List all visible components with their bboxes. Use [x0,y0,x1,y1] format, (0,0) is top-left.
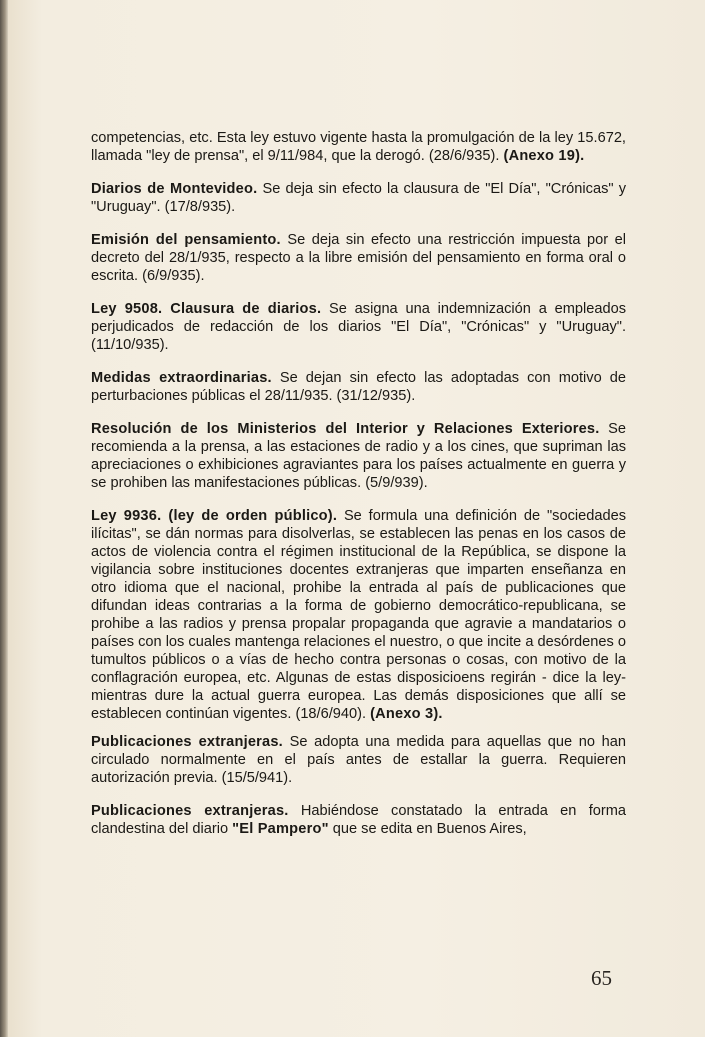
paragraph-resolucion-ministerios [91,420,626,492]
paragraph-text: Se deja sin efecto una restricción impuesta por el decreto del 28/1/935, respecto a la libre emisión del pensamiento en forma oral o escrita. (6/9/935). [91,232,626,284]
paragraph-heading: Emisión del pensamiento. [91,232,281,248]
annex-reference: (Anexo 19). [503,148,585,164]
paragraph-heading: Publicaciones extranjeras. [91,734,283,750]
paragraph-heading: Diarios de Montevideo. [91,181,258,197]
paragraph-text-tail: que se edita en Buenos Aires, [332,821,527,837]
paragraph-publicaciones-extranjeras-1 [91,733,626,787]
paragraph-heading: Medidas extraordinarias. [91,370,272,386]
paragraph-text: Se deja sin efecto la clausura de "El Día", "Crónicas" y "Uruguay". (17/8/935). [91,181,626,215]
paragraph-emision-pensamiento [91,231,626,285]
paragraph-text: Se formula una definición de "sociedades ilícitas", se dán normas para disolverlas, se establecen las penas en los casos de actos de violencia contra el régimen institucional de la República, se dispone la vigilancia sobre instituciones docentes extranjeras que imparten enseñanza en otro idioma que el nacional, prohibe la entrada al país de publicaciones que difundan ideas contrarias a la forma de gobierno democrático-republicana, se prohibe a las radios y prensa propalar propaganda que agravie a mandatarios o países con los cuales mantenga relaciones el nuestro, o que incite a desórdenes o tumultos públicos o a vías de hecho contra personas o cosas, con motivo de la conflagración europea, etc. Algunas de estas disposicioens regirán - dice la ley- mientras dure la actual guerra europea. Las demás disposiciones que allí se establecen continúan vigentes. (18/6/940). [91,508,626,722]
page-body [91,129,626,853]
paragraph-text: Se recomienda a la prensa, a las estaciones de radio y a los cines, que supriman las apreciaciones o exhibiciones agraviantes para los países actualmente en guerra y se prohiben las manifestaciones públicas. (5/9/939). [91,421,626,491]
paragraph-ley-9508 [91,300,626,354]
annex-reference: (Anexo 3). [370,706,443,722]
paragraph-heading: Publicaciones extranjeras. [91,803,289,819]
paragraph-heading: Resolución de los Ministerios del Interior y Relaciones Exteriores. [91,421,600,437]
paragraph-heading: Ley 9936. (ley de orden público). [91,508,338,524]
paragraph-medidas-extraordinarias [91,369,626,405]
newspaper-name: "El Pampero" [232,821,329,837]
page-number: 65 [591,966,612,990]
paragraph-text: Habiéndose constatado la entrada en forma clandestina del diario [91,803,626,837]
paragraph-text: Se adopta una medida para aquellas que no han circulado normalmente en el país antes de estallar la guerra. Requieren autorización previa. (15/5/941). [91,734,626,786]
paragraph-text: Se dejan sin efecto las adoptadas con motivo de perturbaciones públicas el 28/11/935. (31/12/935). [91,370,626,404]
paragraph-diarios-montevideo [91,180,626,216]
paragraph-heading: Ley 9508. Clausura de diarios. [91,301,322,317]
paragraph-publicaciones-extranjeras-2 [91,802,626,838]
book-spine-shadow [0,0,8,1037]
paragraph-ley-9936 [91,507,626,723]
paragraph-continuation [91,129,626,165]
paragraph-text: competencias, etc. Esta ley estuvo vigente hasta la promulgación de la ley 15.672, llamada "ley de prensa", el 9/11/984, que la derogó. (28/6/935). [91,130,626,164]
paragraph-text: Se asigna una indemnización a empleados perjudicados de redacción de los diarios "El Día", "Crónicas" y "Uruguay". (11/10/935). [91,301,626,353]
